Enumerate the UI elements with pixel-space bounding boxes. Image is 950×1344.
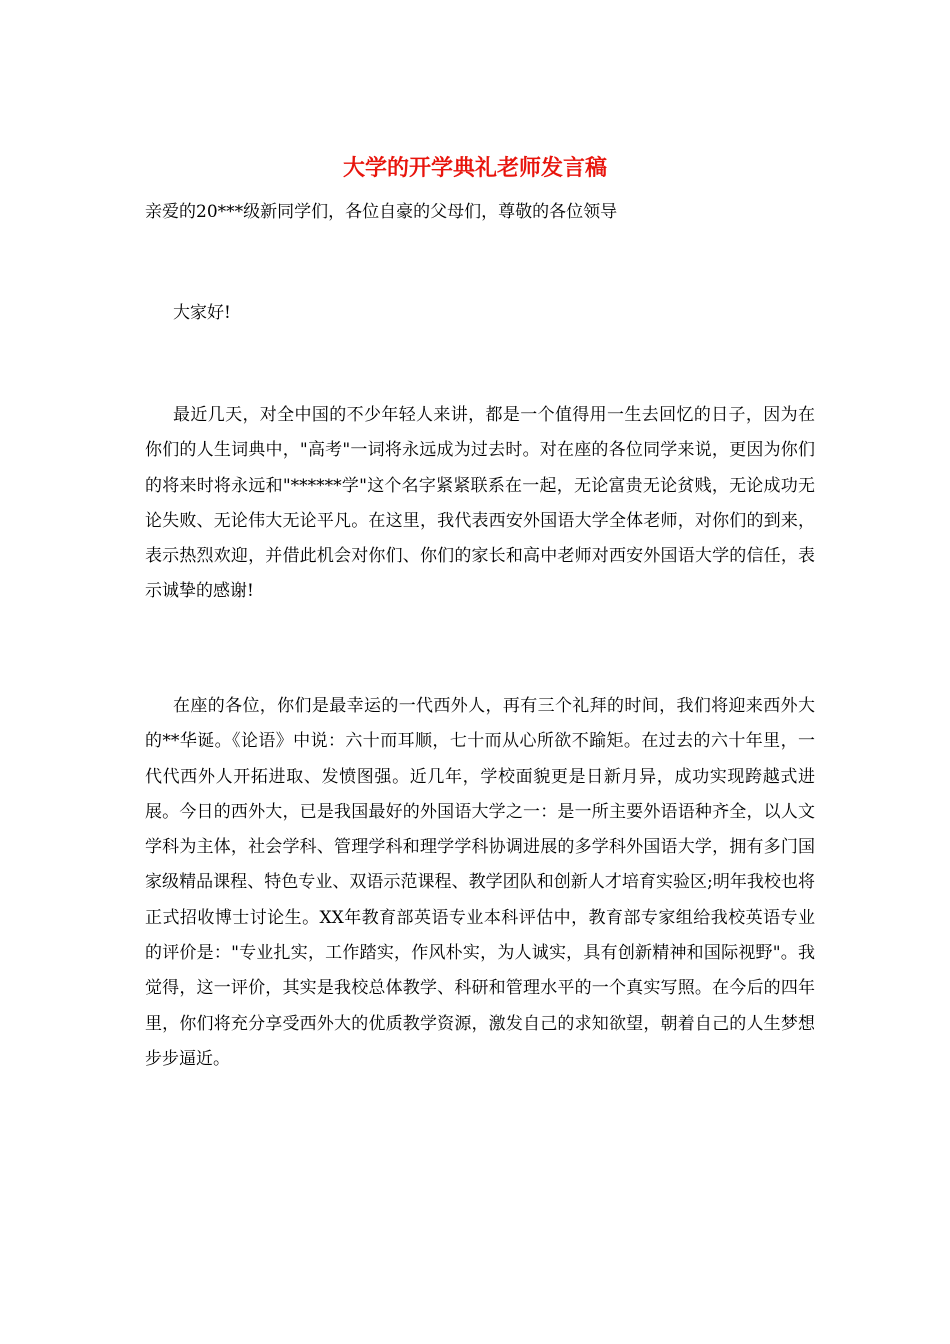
document-title: 大学的开学典礼老师发言稿 [342,155,607,181]
body-paragraph-2: 在座的各位，你们是最幸运的一代西外人，再有三个礼拜的时间，我们将迎来西外大的**华诞。《论语》中说：六十而耳顺，七十而从心所欲不踰矩。在过去的六十年里，一代代西外人开拓进取、发愤图强。近几年，学校面貌更是日新月异，成功实现跨越式进展。今日的西外大，已是我国最好的外国语大学之一：是一所主要外语语种齐全，以人文学科为主体，社会学科、管理学科和理学学科协调进展的多学科外国语大学，拥有多门国家级精品课程、特色专业、双语示范课程、教学团队和创新人才培育实验区;明年我校也将正式招收博士讨论生。XX年教育部英语专业本科评估中，教育部专家组给我校英语专业的评价是："专业扎实，工作踏实，作风朴实，为人诚实，具有创新精神和国际视野"。我觉得，这一评价，其实是我校总体教学、科研和管理水平的一个真实写照。在今后的四年里，你们将充分享受西外大的优质教学资源，激发自己的求知欲望，朝着自己的人生梦想步步逼近。 [145,696,815,1069]
greeting-line: 大家好! [173,303,231,323]
salutation-line: 亲爱的20***级新同学们，各位自豪的父母们，尊敬的各位领导 [145,202,618,222]
body-paragraph-1: 最近几天，对全中国的不少年轻人来讲，都是一个值得用一生去回忆的日子，因为在你们的人生词典中，"高考"一词将永远成为过去时。对在座的各位同学来说，更因为你们的将来时将永远和"******学"这个名字紧紧联系在一起，无论富贵无论贫贱，无论成功无论失败、无论伟大无论平凡。在这里，我代表西安外国语大学全体老师，对你们的到来，表示热烈欢迎，并借此机会对你们、你们的家长和高中老师对西安外国语大学的信任，表示诚挚的感谢! [145,405,815,602]
